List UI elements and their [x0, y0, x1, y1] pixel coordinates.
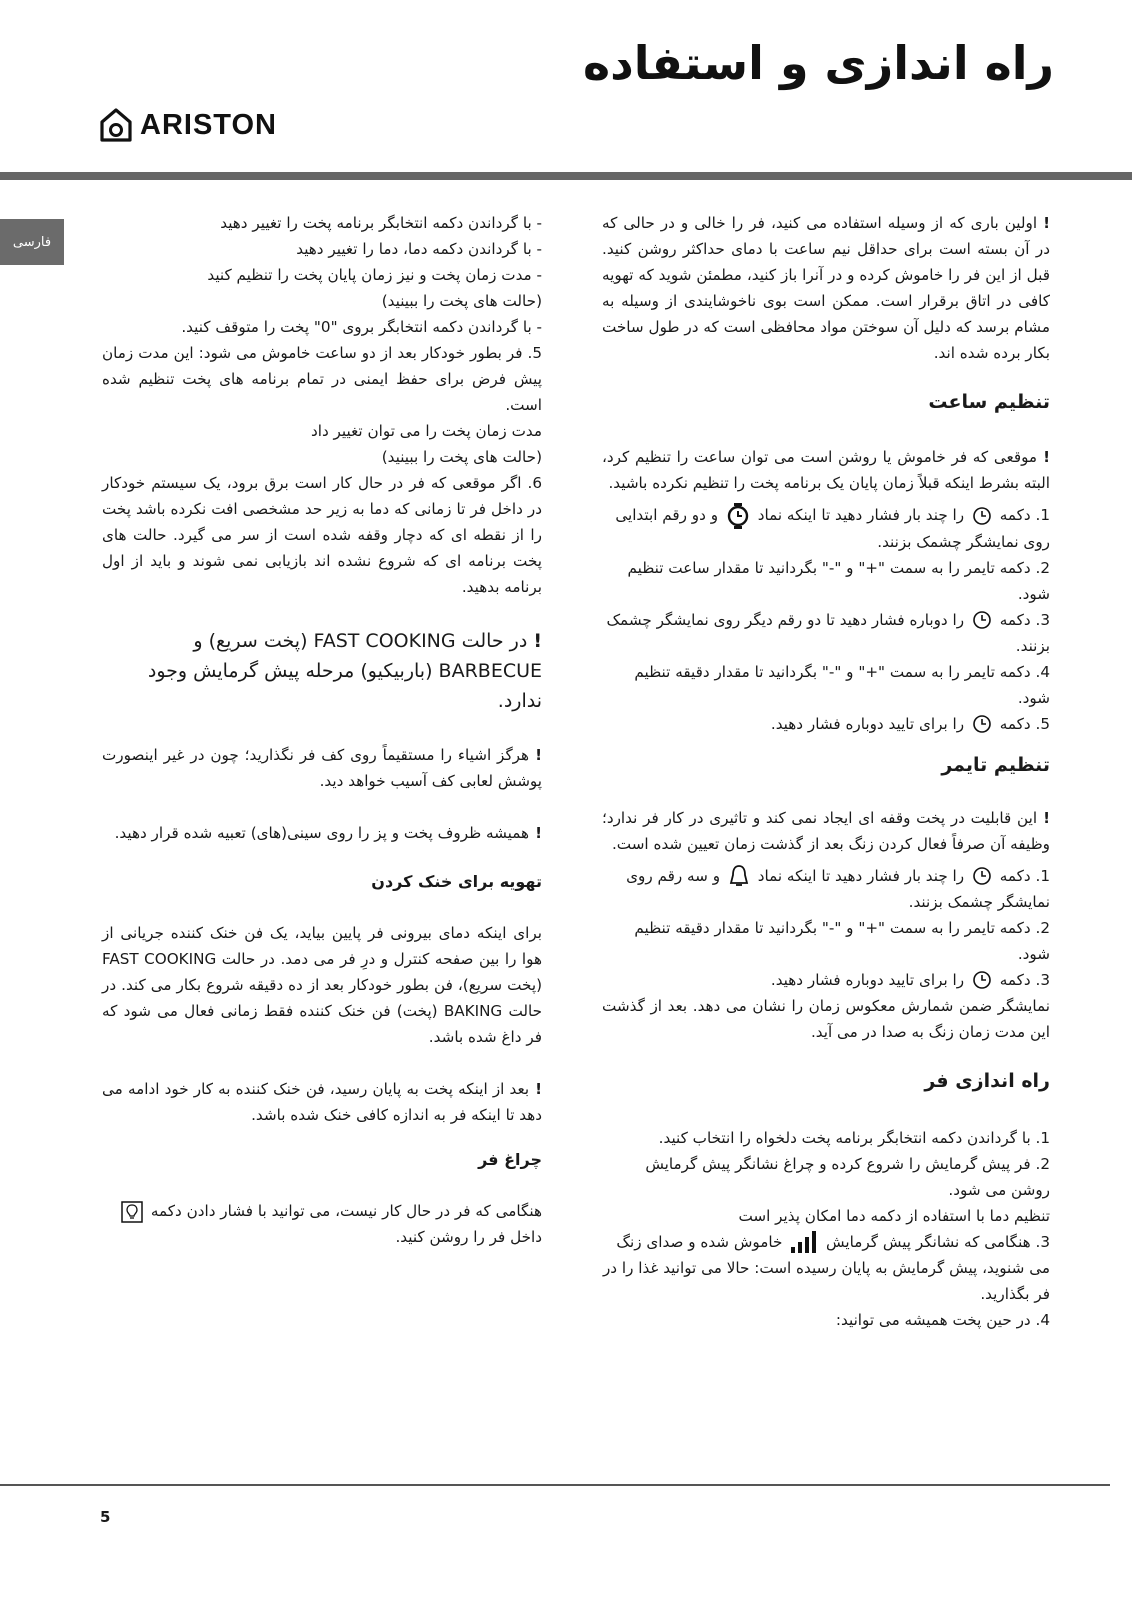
warning-icon: ! [1043, 214, 1050, 232]
note-oven-floor: !هرگز اشیاء را مستقیماً روی کف فر نگذارید؛ چون در غیر اینصورت پوشش لعابی کف آسیب خواهد دید. [102, 746, 542, 790]
left-column [102, 210, 542, 1250]
timer-heading: تنظیم تایمر [941, 753, 1050, 776]
bullet-temperature: - با گرداندن دکمه دما، دما را تغییر دهید [296, 240, 542, 258]
warning-icon: ! [535, 1080, 542, 1098]
note-trays: !همیشه ظروف پخت و پز را روی سینی(های) تعبیه شده قرار دهید. [114, 824, 542, 842]
step-5-detail: مدت زمان پخت را می توان تغییر داد [310, 422, 542, 440]
brand-logo [100, 108, 277, 142]
page-number: 5 [100, 1508, 111, 1526]
clock-button-icon [972, 506, 992, 526]
timer-step-3-detail: نمایشگر ضمن شمارش معکوس زمان را نشان می دهد. بعد از گذشت این مدت زمان زنگ به صدا در می آید. [602, 996, 1050, 1041]
timer-note: !این قابلیت در پخت وقفه ای ایجاد نمی کند و تاثیری در کار فر ندارد؛ وظیفه آن صرفاً فعال کردن زنگ بعد از گذشت زمان تعیین شده است. [602, 808, 1050, 853]
clock-step-3: 3. دکمه را دوباره فشار دهید تا دو رقم دیگر روی نمایشگر چشمک بزنند. [606, 610, 1050, 655]
warning-icon: ! [1043, 448, 1050, 466]
intro-text: اولین باری که از وسیله استفاده می کنید، فر را خالی و در حالی که در آن بسته است برای حداقل نیم ساعت با دمای حداکثر روشن کنید. قبل از این فر را خاموش کرده و در آنرا باز کنید، مطمئن شوید که تهویه کافی در اتاق برقرار است. ممکن است بوی ناخوشایندی از وسیله به مشام برسد که دلیل آن سوختن مواد محافظی است که در طول ساخت بکار برده شده اند. [602, 214, 1050, 362]
clock-step-1: 1. دکمه را چند بار فشار دهید تا اینکه نماد و دو رقم ابتدایی روی نمایشگر چشمک بزنند. [602, 502, 1050, 555]
clock-button-icon [972, 610, 992, 630]
start-step-3: 3. هنگامی که نشانگر پیش گرمایش خاموش شده و صدای زنگ می شنوید، پیش گرمایش به پایان رسیده است: حالا می توانید غذا را در فر بگذارید. [602, 1232, 1050, 1303]
warning-icon: ! [1043, 808, 1050, 827]
bullet-program: - با گرداندن دکمه انتخابگر برنامه پخت را تغییر دهید [220, 214, 542, 232]
preheat-indicator-icon [790, 1231, 818, 1253]
start-step-2: 2. فر پیش گرمایش را شروع کرده و چراغ نشانگر پیش گرمایش روشن می شود. [645, 1154, 1050, 1199]
timer-step-3: 3. دکمه را برای تایید دوباره فشار دهید. [770, 970, 1050, 989]
timer-step-2: 2. دکمه تایمر را به سمت "+" و "-" بگردانید تا مقدار دقیقه تنظیم شود. [634, 918, 1050, 963]
warning-icon: ! [535, 824, 542, 842]
start-step-4: 4. در حین پخت همیشه می توانید: [835, 1310, 1050, 1329]
ariston-house-icon [100, 108, 132, 142]
intro-paragraph [602, 210, 1050, 366]
cooling-text: برای اینکه دمای بیرونی فر پایین بیاید، یک فن خنک کننده جریانی از هوا را بین صفحه کنترل و درِ فر می دمد. در حالت FAST COOKING (پخت سریع)، فن بطور خودکار بعد از ده دقیقه شروع بکار می کند. در حالت BAKING (پخت) فن خنک کننده فقط زمانی فعال می شود که فر داغ شده باشد. [102, 924, 542, 1046]
header-divider [0, 172, 1132, 180]
step-6: 6. اگر موقعی که فر در حال کار است برق برود، یک سیستم خودکار در داخل فر تا زمانی که دما به زیر حد مشخصی افت نکرده باشد پخت را از نقطه ای که دچار وقفه شده است از سر می گیرد. حالت های پخت برنامه ای که شروع نشده اند بازیابی نمی شوند و باید از اول برنامه بدهید. [102, 474, 542, 596]
right-column [602, 210, 1050, 1333]
note-fast-cooking: !در حالت FAST COOKING (پخت سریع) و BARBECUE (باربیکیو) مرحله پیش گرمایش وجود ندارد. [147, 630, 542, 712]
step-5-ref: (حالت های پخت را ببینید) [381, 448, 542, 466]
lamp-heading: چراغ فر [478, 1150, 542, 1169]
bullet-duration: - مدت زمان پخت و نیز زمان پایان پخت را تنظیم کنید [207, 266, 542, 284]
warning-icon: ! [533, 630, 542, 652]
footer-divider [0, 1484, 1110, 1486]
brand-name: ARISTON [140, 108, 277, 141]
step-5: 5. فر بطور خودکار بعد از دو ساعت خاموش می شود: این مدت زمان پیش فرض برای حفظ ایمنی در تمام برنامه های پخت تنظیم شده است. [102, 344, 542, 414]
clock-step-4: 4. دکمه تایمر را به سمت "+" و "-" بگردانید تا مقدار دقیقه تنظیم شود. [634, 662, 1050, 707]
warning-icon: ! [535, 746, 542, 764]
start-step-2-detail: تنظیم دما با استفاده از دکمه دما امکان پذیر است [738, 1206, 1050, 1225]
bullet-stop: - با گرداندن دکمه انتخابگر بروی "0" پخت را متوقف کنید. [181, 318, 542, 336]
clock-symbol-icon [726, 503, 750, 529]
clock-step-2: 2. دکمه تایمر را به سمت "+" و "-" بگردانید تا مقدار ساعت تنظیم شود. [627, 558, 1050, 603]
lamp-text: هنگامی که فر در حال کار نیست، می توانید با فشار دادن دکمه داخل فر را روشن کنید. [102, 1198, 542, 1250]
start-step-1: 1. با گرداندن دکمه انتخابگر برنامه پخت دلخواه را انتخاب کنید. [658, 1128, 1050, 1147]
clock-button-icon [972, 866, 992, 886]
clock-button-icon [972, 714, 992, 734]
bullet-duration-ref: (حالت های پخت را ببینید) [381, 292, 542, 310]
clock-heading: تنظیم ساعت [928, 391, 1050, 413]
timer-step-1: 1. دکمه را چند بار فشار دهید تا اینکه نماد و سه رقم روی نمایشگر چشمک بزنند. [602, 863, 1050, 915]
clock-note: !موقعی که فر خاموش یا روشن است می توان ساعت را تنظیم کرد، البته بشرط اینکه قبلاً زمان پایان یک برنامه پخت را تنظیم نکرده باشید. [602, 448, 1050, 492]
lamp-button-icon [121, 1201, 143, 1223]
cooling-note: !بعد از اینکه پخت به پایان رسید، فن خنک کننده به کار خود ادامه می دهد تا اینکه فر به اندازه کافی خنک شده باشد. [102, 1080, 542, 1124]
bell-icon [728, 864, 750, 888]
clock-step-5: 5. دکمه را برای تایید دوباره فشار دهید. [770, 714, 1050, 733]
cooling-heading: تهویه برای خنک کردن [371, 872, 542, 891]
start-heading: راه اندازی فر [924, 1069, 1050, 1092]
language-tab: فارسی [0, 219, 64, 265]
page-title: راه اندازی و استفاده [583, 36, 1054, 90]
clock-button-icon [972, 970, 992, 990]
